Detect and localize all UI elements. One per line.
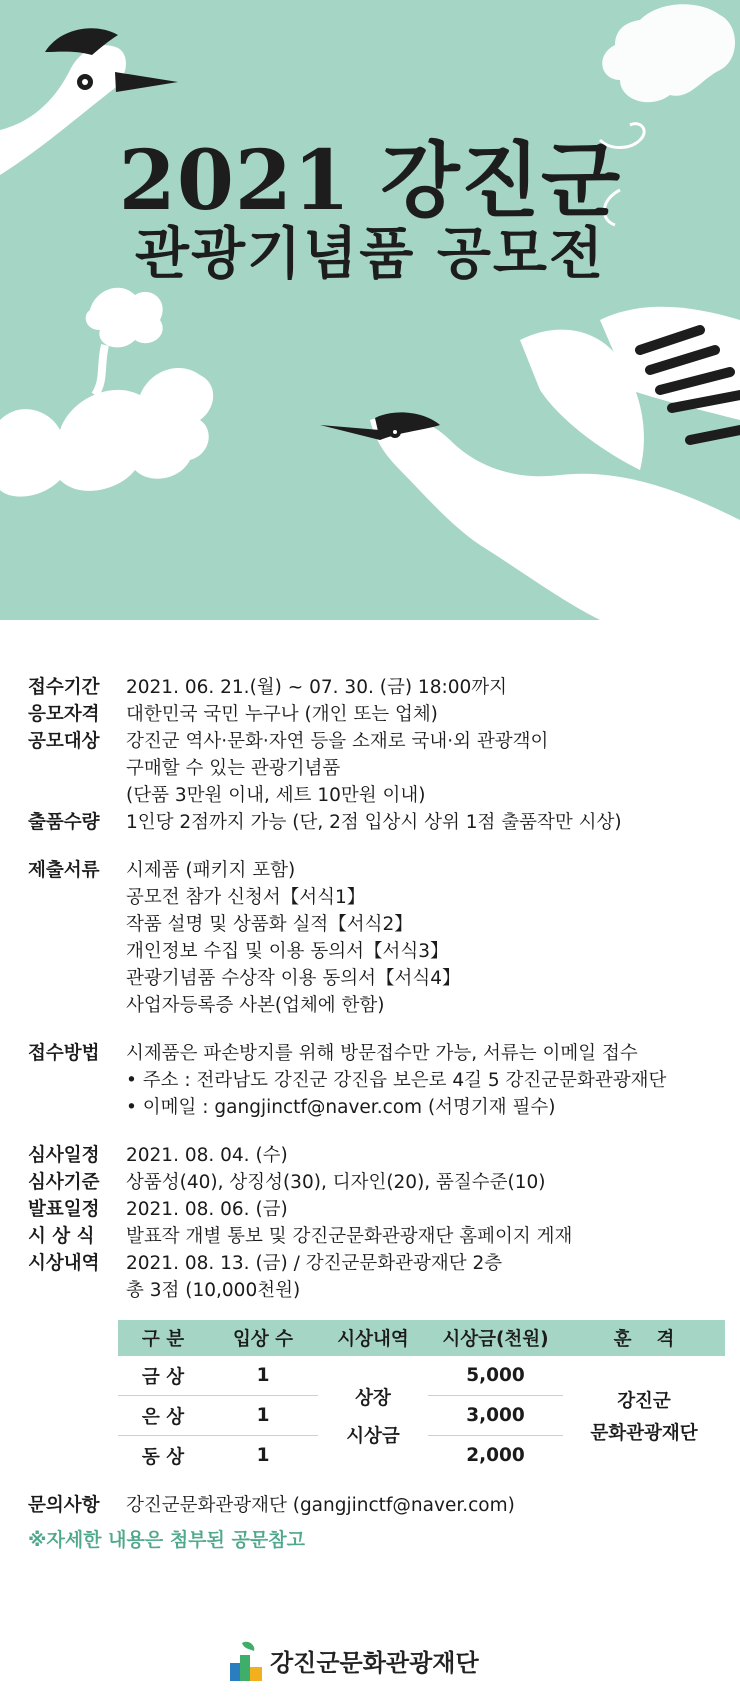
docs-item: 시제품 (패키지 포함): [126, 860, 296, 881]
header-honor: 훈 격: [563, 1320, 725, 1356]
docs-item: 관광기념품 수상작 이용 동의서【서식4】: [126, 968, 461, 989]
award-total: 총 3점 (10,000천원): [126, 1280, 301, 1301]
target-line-2: 구매할 수 있는 관광기념품: [126, 758, 341, 779]
contact-value: 강진군문화관광재단 (gangjinctf@naver.com): [126, 1495, 515, 1516]
contest-details: [0, 620, 740, 1703]
docs-item: 사업자등록증 사본(업체에 한함): [126, 995, 385, 1016]
eligibility-label: 응모자격: [28, 704, 100, 725]
award-label: 시상내역: [28, 1253, 100, 1274]
award-type-cell: [318, 1356, 428, 1475]
foundation-emblem-icon: [230, 1641, 264, 1681]
contact-label: 문의사항: [28, 1495, 100, 1516]
method-label: 접수방법: [28, 1043, 100, 1064]
period-value: 2021. 06. 21.(월) ~ 07. 30. (금) 18:00까지: [126, 677, 507, 698]
header-grade: 구 분: [118, 1320, 208, 1356]
target-row: [28, 729, 549, 755]
header-award-type: 시상내역: [318, 1320, 428, 1356]
ceremony-label: 시 상 식: [28, 1226, 95, 1247]
prize-table-header: [118, 1320, 725, 1356]
method-address: • 주소 : 전라남도 강진군 강진읍 보은로 4길 5 강진군문화관광재단: [126, 1070, 667, 1091]
announce-value: 2021. 08. 06. (금): [126, 1199, 288, 1220]
criteria-value: 상품성(40), 상징성(30), 디자인(20), 품질수준(10): [126, 1172, 546, 1193]
count-cell: 1: [208, 1356, 318, 1396]
quantity-label: 출품수량: [28, 812, 100, 833]
award-value: 2021. 08. 13. (금) / 강진군문화관광재단 2층: [126, 1253, 503, 1274]
quantity-row: [28, 810, 622, 836]
header-count: 입상 수: [208, 1320, 318, 1356]
period-row: [28, 675, 507, 701]
amount-cell: 3,000: [428, 1396, 563, 1436]
criteria-row: [28, 1170, 546, 1196]
ceremony-row: [28, 1224, 573, 1250]
target-label: 공모대상: [28, 731, 100, 752]
poster-title-year: 2021 강진군: [118, 133, 622, 229]
count-cell: 1: [208, 1396, 318, 1436]
criteria-label: 심사기준: [28, 1172, 100, 1193]
review-row: [28, 1143, 288, 1169]
ceremony-value: 발표작 개별 통보 및 강진군문화관광재단 홈페이지 게재: [126, 1226, 573, 1247]
docs-item: 작품 설명 및 상품화 실적【서식2】: [126, 914, 413, 935]
amount-cell: 5,000: [428, 1356, 563, 1396]
honor-line: 문화관광재단: [590, 1422, 698, 1444]
docs-item: 개인정보 수집 및 이용 동의서【서식3】: [126, 941, 449, 962]
grade-cell: 은 상: [118, 1396, 208, 1436]
review-label: 심사일정: [28, 1145, 100, 1166]
foundation-logo-text: 강진군문화관광재단: [270, 1649, 479, 1677]
docs-label: 제출서류: [28, 860, 100, 881]
eligibility-row: [28, 702, 438, 728]
award-type-line: 상장: [355, 1387, 391, 1409]
foundation-logo: [230, 1635, 520, 1685]
target-value: 강진군 역사·문화·자연 등을 소재로 국내·외 관광객이: [126, 731, 549, 752]
method-row: [28, 1041, 638, 1067]
table-row: [118, 1356, 725, 1396]
target-line-3: (단품 3만원 이내, 세트 10만원 이내): [126, 785, 426, 806]
amount-cell: 2,000: [466, 1445, 525, 1466]
reference-note: ※자세한 내용은 첨부된 공문참고: [28, 1529, 305, 1551]
period-label: 접수기간: [28, 677, 100, 698]
count-cell: 1: [256, 1445, 270, 1466]
docs-item: 공모전 참가 신청서【서식1】: [126, 887, 366, 908]
contact-row: [28, 1493, 515, 1519]
award-row: [28, 1251, 503, 1277]
hero-banner: [0, 0, 740, 620]
announce-row: [28, 1197, 288, 1223]
review-value: 2021. 08. 04. (수): [126, 1145, 288, 1166]
poster-title-main: 관광기념품 공모전: [134, 222, 606, 287]
method-value: 시제품은 파손방지를 위해 방문접수만 가능, 서류는 이메일 접수: [126, 1043, 638, 1064]
prize-table: [118, 1320, 725, 1475]
award-type-line: 시상금: [346, 1425, 400, 1447]
honor-line: 강진군: [617, 1390, 671, 1412]
method-email: • 이메일 : gangjinctf@naver.com (서명기재 필수): [126, 1097, 556, 1118]
grade-cell: 동 상: [141, 1446, 185, 1468]
crane-illustration: [0, 0, 740, 620]
eligibility-value: 대한민국 국민 누구나 (개인 또는 업체): [126, 704, 438, 725]
grade-cell: 금 상: [118, 1356, 208, 1396]
docs-row: [28, 858, 296, 884]
header-amount: 시상금(천원): [428, 1320, 563, 1356]
quantity-value: 1인당 2점까지 가능 (단, 2점 입상시 상위 1점 출품작만 시상): [126, 812, 622, 833]
announce-label: 발표일정: [28, 1199, 100, 1220]
honor-cell: [563, 1356, 725, 1475]
